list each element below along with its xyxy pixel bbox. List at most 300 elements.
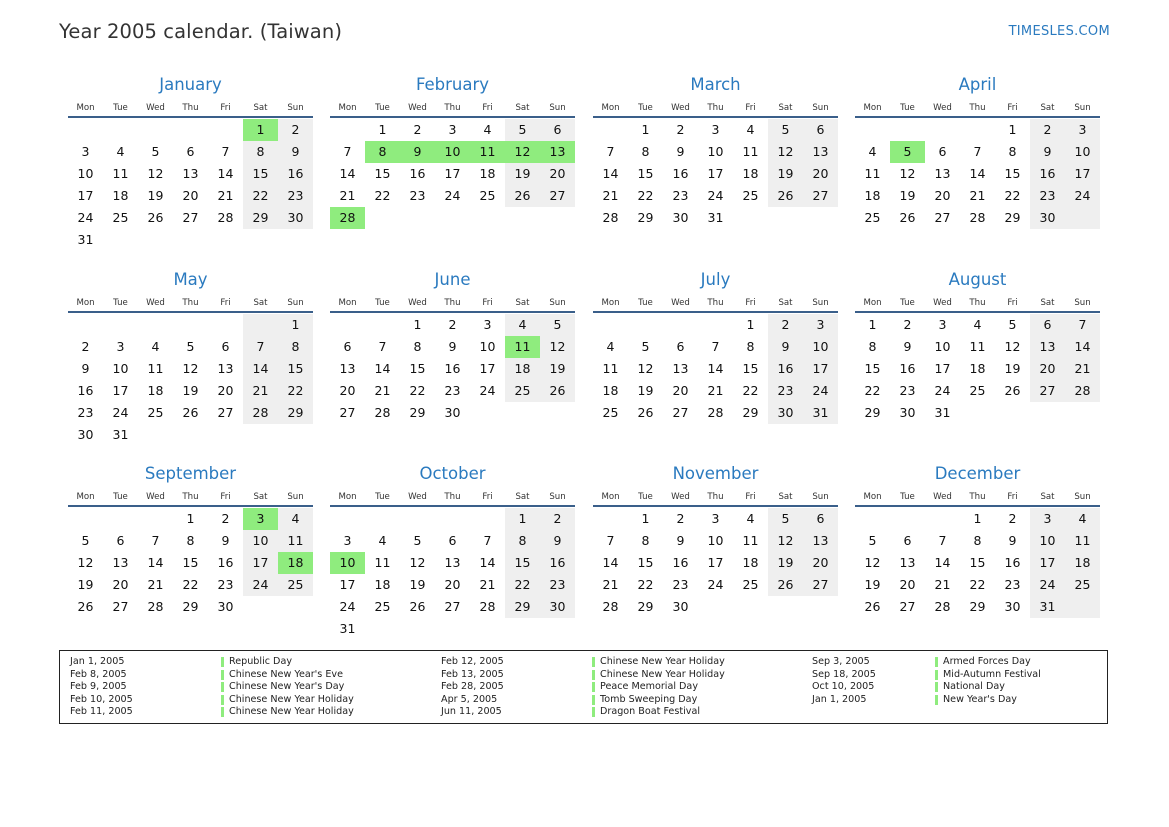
- day-cell: 29: [637, 599, 654, 614]
- header-rule: [855, 116, 1100, 118]
- day-cell: 7: [343, 144, 352, 159]
- day-cell: 1: [186, 511, 195, 526]
- day-cell: 3: [448, 122, 457, 137]
- day-cell: 5: [81, 533, 90, 548]
- day-cell: 6: [553, 122, 562, 137]
- day-cell: 20: [934, 188, 951, 203]
- day-cell: 10: [252, 533, 269, 548]
- day-cell: 20: [339, 383, 356, 398]
- day-cell: 20: [812, 166, 829, 181]
- day-cell: 6: [448, 533, 457, 548]
- day-cell: 28: [934, 599, 951, 614]
- day-cell: 26: [637, 405, 654, 420]
- weekday-label: Sun: [1074, 103, 1091, 113]
- day-cell: 11: [112, 166, 129, 181]
- weekday-label: Wed: [408, 298, 427, 308]
- day-cell: 12: [77, 555, 94, 570]
- day-cell: 16: [409, 166, 426, 181]
- day-cell: 17: [112, 383, 129, 398]
- weekday-label: Thu: [444, 103, 461, 113]
- holiday-date: Apr 5, 2005: [441, 693, 498, 705]
- day-cell: 29: [969, 599, 986, 614]
- day-cell: 5: [518, 122, 527, 137]
- day-cell: 29: [514, 599, 531, 614]
- day-cell: 11: [287, 533, 304, 548]
- day-cell: 11: [742, 533, 759, 548]
- day-cell: 17: [812, 361, 829, 376]
- day-cell: 9: [553, 533, 562, 548]
- weekday-label: Fri: [482, 492, 493, 502]
- weekday-label: Sun: [812, 298, 829, 308]
- day-cell: 20: [1039, 361, 1056, 376]
- holiday-date: Jun 11, 2005: [441, 706, 502, 718]
- holiday-day-cell: 8: [365, 141, 400, 163]
- weekday-label: Tue: [113, 492, 128, 502]
- weekday-label: Thu: [707, 492, 724, 502]
- holiday-marker: [221, 682, 224, 692]
- day-cell: 7: [938, 533, 947, 548]
- weekday-label: Mon: [76, 492, 95, 502]
- weekday-label: Tue: [113, 103, 128, 113]
- day-cell: 14: [374, 361, 391, 376]
- weekday-label: Fri: [220, 103, 231, 113]
- weekday-label: Thu: [969, 298, 986, 308]
- day-cell: 24: [707, 577, 724, 592]
- weekday-label: Mon: [76, 298, 95, 308]
- weekday-label: Sun: [1074, 492, 1091, 502]
- day-cell: 8: [1008, 144, 1017, 159]
- day-cell: 9: [781, 339, 790, 354]
- day-cell: 31: [112, 427, 129, 442]
- holiday-date: Sep 18, 2005: [812, 668, 876, 680]
- day-cell: 21: [934, 577, 951, 592]
- day-cell: 6: [816, 511, 825, 526]
- holiday-marker: [221, 670, 224, 680]
- day-cell: 17: [444, 166, 461, 181]
- day-cell: 3: [816, 317, 825, 332]
- holiday-day-cell: 9: [400, 141, 435, 163]
- day-cell: 28: [707, 405, 724, 420]
- day-cell: 1: [518, 511, 527, 526]
- weekday-label: Tue: [638, 298, 653, 308]
- holiday-marker: [935, 657, 938, 667]
- day-cell: 21: [147, 577, 164, 592]
- day-cell: 18: [969, 361, 986, 376]
- holiday-day-cell: 10: [330, 552, 365, 574]
- day-cell: 25: [374, 599, 391, 614]
- holiday-name: Chinese New Year Holiday: [600, 656, 725, 667]
- day-cell: 21: [602, 188, 619, 203]
- day-cell: 13: [812, 533, 829, 548]
- day-cell: 29: [252, 210, 269, 225]
- weekday-label: Fri: [745, 103, 756, 113]
- day-cell: 7: [711, 339, 720, 354]
- weekday-label: Tue: [900, 298, 915, 308]
- weekday-label: Tue: [900, 492, 915, 502]
- day-cell: 7: [973, 144, 982, 159]
- weekday-label: Wed: [671, 298, 690, 308]
- weekday-label: Fri: [220, 492, 231, 502]
- day-cell: 4: [518, 317, 527, 332]
- day-cell: 14: [1074, 339, 1091, 354]
- holiday-marker: [592, 657, 595, 667]
- day-cell: 28: [1074, 383, 1091, 398]
- weekday-label: Mon: [338, 298, 357, 308]
- day-cell: 10: [812, 339, 829, 354]
- day-cell: 9: [1043, 144, 1052, 159]
- day-cell: 27: [217, 405, 234, 420]
- day-cell: 7: [1078, 317, 1087, 332]
- weekday-label: Mon: [601, 298, 620, 308]
- day-cell: 24: [112, 405, 129, 420]
- day-cell: 11: [602, 361, 619, 376]
- month-name: February: [415, 75, 490, 94]
- day-cell: 2: [413, 122, 422, 137]
- weekday-label: Fri: [482, 103, 493, 113]
- day-cell: 6: [186, 144, 195, 159]
- holiday-name: Dragon Boat Festival: [600, 706, 700, 718]
- day-cell: 24: [252, 577, 269, 592]
- weekday-label: Sat: [253, 298, 268, 308]
- day-cell: 22: [742, 383, 759, 398]
- day-cell: 1: [641, 122, 650, 137]
- page-title: Year 2005 calendar. (Taiwan): [59, 20, 343, 43]
- month-name: September: [144, 464, 237, 483]
- day-cell: 5: [1008, 317, 1017, 332]
- day-cell: 7: [221, 144, 230, 159]
- day-cell: 3: [81, 144, 90, 159]
- day-cell: 5: [641, 339, 650, 354]
- day-cell: 14: [969, 166, 986, 181]
- weekday-label: Thu: [444, 298, 461, 308]
- day-cell: 18: [602, 383, 619, 398]
- day-cell: 19: [864, 577, 881, 592]
- day-cell: 18: [1074, 555, 1091, 570]
- holiday-name: New Year's Day: [943, 693, 1017, 705]
- day-cell: 30: [672, 210, 689, 225]
- day-cell: 13: [112, 555, 129, 570]
- day-cell: 27: [444, 599, 461, 614]
- holiday-day-cell: 11: [470, 141, 505, 163]
- day-cell: 7: [151, 533, 160, 548]
- day-cell: 31: [339, 621, 356, 636]
- day-cell: 25: [1074, 577, 1091, 592]
- day-cell: 3: [1043, 511, 1052, 526]
- day-cell: 27: [899, 599, 916, 614]
- day-cell: 8: [641, 144, 650, 159]
- day-cell: 8: [186, 533, 195, 548]
- day-cell: 18: [514, 361, 531, 376]
- day-cell: 4: [378, 533, 387, 548]
- day-cell: 30: [899, 405, 916, 420]
- day-cell: 5: [151, 144, 160, 159]
- month-name: November: [672, 464, 759, 483]
- holiday-name: Mid-Autumn Festival: [943, 668, 1041, 680]
- day-cell: 26: [77, 599, 94, 614]
- day-cell: 21: [252, 383, 269, 398]
- day-cell: 27: [672, 405, 689, 420]
- weekday-label: Sun: [812, 492, 829, 502]
- day-cell: 22: [374, 188, 391, 203]
- day-cell: 30: [217, 599, 234, 614]
- holiday-date: Oct 10, 2005: [812, 681, 875, 693]
- weekday-label: Tue: [638, 492, 653, 502]
- day-cell: 26: [777, 577, 794, 592]
- day-cell: 25: [479, 188, 496, 203]
- day-cell: 9: [1008, 533, 1017, 548]
- weekday-label: Wed: [933, 103, 952, 113]
- holiday-day-cell: 11: [505, 336, 540, 358]
- holiday-marker: [935, 682, 938, 692]
- holiday-date: Feb 10, 2005: [70, 693, 133, 705]
- holiday-name: Armed Forces Day: [943, 656, 1031, 667]
- day-cell: 23: [1039, 188, 1056, 203]
- day-cell: 14: [602, 166, 619, 181]
- month-name: October: [419, 464, 486, 483]
- day-cell: 14: [217, 166, 234, 181]
- day-cell: 16: [1004, 555, 1021, 570]
- day-cell: 25: [864, 210, 881, 225]
- day-cell: 26: [409, 599, 426, 614]
- day-cell: 5: [186, 339, 195, 354]
- day-cell: 19: [147, 188, 164, 203]
- day-cell: 24: [77, 210, 94, 225]
- day-cell: 8: [746, 339, 755, 354]
- day-cell: 10: [1074, 144, 1091, 159]
- day-cell: 19: [77, 577, 94, 592]
- day-cell: 22: [409, 383, 426, 398]
- day-cell: 8: [641, 533, 650, 548]
- day-cell: 26: [777, 188, 794, 203]
- day-cell: 22: [637, 188, 654, 203]
- weekday-label: Tue: [375, 298, 390, 308]
- month-name: January: [159, 75, 222, 94]
- holiday-day-cell: 18: [278, 552, 313, 574]
- day-cell: 29: [287, 405, 304, 420]
- day-cell: 15: [514, 555, 531, 570]
- day-cell: 17: [707, 555, 724, 570]
- day-cell: 24: [934, 383, 951, 398]
- day-cell: 3: [1078, 122, 1087, 137]
- day-cell: 1: [868, 317, 877, 332]
- site-link[interactable]: TIMESLES.COM: [1008, 24, 1110, 39]
- day-cell: 5: [553, 317, 562, 332]
- holiday-marker: [935, 695, 938, 705]
- weekday-label: Thu: [707, 298, 724, 308]
- day-cell: 31: [707, 210, 724, 225]
- day-cell: 19: [777, 166, 794, 181]
- day-cell: 2: [291, 122, 300, 137]
- day-cell: 23: [217, 577, 234, 592]
- day-cell: 29: [742, 405, 759, 420]
- day-cell: 18: [864, 188, 881, 203]
- header-rule: [68, 116, 313, 118]
- holiday-name: Chinese New Year's Day: [229, 681, 345, 693]
- day-cell: 28: [479, 599, 496, 614]
- day-cell: 5: [781, 122, 790, 137]
- day-cell: 26: [514, 188, 531, 203]
- weekday-label: Thu: [182, 103, 199, 113]
- holiday-name: Republic Day: [229, 656, 292, 667]
- day-cell: 1: [746, 317, 755, 332]
- holiday-marker: [592, 682, 595, 692]
- weekday-label: Sun: [287, 492, 304, 502]
- holiday-marker: [592, 695, 595, 705]
- day-cell: 16: [287, 166, 304, 181]
- day-cell: 14: [339, 166, 356, 181]
- day-cell: 12: [864, 555, 881, 570]
- day-cell: 11: [374, 555, 391, 570]
- day-cell: 4: [606, 339, 615, 354]
- day-cell: 26: [549, 383, 566, 398]
- day-cell: 27: [339, 405, 356, 420]
- day-cell: 24: [812, 383, 829, 398]
- holiday-day-cell: 3: [243, 508, 278, 530]
- day-cell: 25: [742, 577, 759, 592]
- weekday-label: Thu: [969, 492, 986, 502]
- day-cell: 29: [1004, 210, 1021, 225]
- day-cell: 12: [549, 339, 566, 354]
- day-cell: 25: [112, 210, 129, 225]
- day-cell: 20: [444, 577, 461, 592]
- day-cell: 27: [549, 188, 566, 203]
- weekday-label: Mon: [601, 103, 620, 113]
- day-cell: 18: [147, 383, 164, 398]
- weekday-label: Tue: [375, 103, 390, 113]
- day-cell: 9: [448, 339, 457, 354]
- day-cell: 1: [1008, 122, 1017, 137]
- day-cell: 27: [812, 577, 829, 592]
- holiday-day-cell: 5: [890, 141, 925, 163]
- weekday-label: Wed: [671, 103, 690, 113]
- day-cell: 26: [147, 210, 164, 225]
- day-cell: 15: [742, 361, 759, 376]
- day-cell: 13: [339, 361, 356, 376]
- holiday-date: Feb 8, 2005: [70, 668, 127, 680]
- month-name: March: [690, 75, 741, 94]
- weekday-label: Mon: [601, 492, 620, 502]
- day-cell: 15: [182, 555, 199, 570]
- day-cell: 2: [448, 317, 457, 332]
- day-cell: 13: [672, 361, 689, 376]
- day-cell: 4: [746, 511, 755, 526]
- day-cell: 18: [742, 166, 759, 181]
- day-cell: 19: [777, 555, 794, 570]
- weekday-label: Sat: [253, 103, 268, 113]
- day-cell: 13: [217, 361, 234, 376]
- day-cell: 11: [147, 361, 164, 376]
- day-cell: 22: [514, 577, 531, 592]
- weekday-label: Wed: [146, 103, 165, 113]
- day-cell: 28: [147, 599, 164, 614]
- day-cell: 21: [374, 383, 391, 398]
- weekday-label: Tue: [900, 103, 915, 113]
- weekday-label: Sun: [287, 103, 304, 113]
- day-cell: 27: [182, 210, 199, 225]
- weekday-label: Thu: [182, 492, 199, 502]
- weekday-label: Mon: [863, 103, 882, 113]
- day-cell: 30: [777, 405, 794, 420]
- day-cell: 15: [1004, 166, 1021, 181]
- day-cell: 4: [116, 144, 125, 159]
- weekday-label: Wed: [146, 492, 165, 502]
- day-cell: 14: [602, 555, 619, 570]
- day-cell: 9: [676, 144, 685, 159]
- day-cell: 1: [378, 122, 387, 137]
- day-cell: 28: [374, 405, 391, 420]
- day-cell: 26: [864, 599, 881, 614]
- day-cell: 29: [182, 599, 199, 614]
- day-cell: 8: [868, 339, 877, 354]
- day-cell: 17: [77, 188, 94, 203]
- day-cell: 27: [1039, 383, 1056, 398]
- day-cell: 4: [973, 317, 982, 332]
- header-rule: [330, 311, 575, 313]
- weekday-label: Wed: [671, 492, 690, 502]
- day-cell: 8: [291, 339, 300, 354]
- weekday-label: Mon: [76, 103, 95, 113]
- day-cell: 12: [409, 555, 426, 570]
- day-cell: 13: [444, 555, 461, 570]
- holiday-marker: [592, 670, 595, 680]
- day-cell: 23: [672, 577, 689, 592]
- weekday-label: Sun: [1074, 298, 1091, 308]
- day-cell: 12: [637, 361, 654, 376]
- month-name: May: [173, 270, 208, 289]
- weekday-label: Mon: [863, 298, 882, 308]
- day-cell: 6: [116, 533, 125, 548]
- day-cell: 14: [252, 361, 269, 376]
- weekday-label: Sat: [515, 298, 530, 308]
- day-cell: 25: [147, 405, 164, 420]
- day-cell: 22: [252, 188, 269, 203]
- day-cell: 23: [899, 383, 916, 398]
- day-cell: 4: [868, 144, 877, 159]
- holiday-date: Jan 1, 2005: [812, 693, 867, 705]
- day-cell: 16: [899, 361, 916, 376]
- day-cell: 26: [899, 210, 916, 225]
- month-name: August: [948, 270, 1007, 289]
- day-cell: 16: [77, 383, 94, 398]
- header-rule: [593, 311, 838, 313]
- weekday-label: Thu: [969, 103, 986, 113]
- day-cell: 23: [549, 577, 566, 592]
- day-cell: 18: [374, 577, 391, 592]
- day-cell: 19: [514, 166, 531, 181]
- day-cell: 2: [1043, 122, 1052, 137]
- day-cell: 15: [287, 361, 304, 376]
- weekday-label: Sat: [778, 492, 793, 502]
- day-cell: 19: [1004, 361, 1021, 376]
- day-cell: 24: [707, 188, 724, 203]
- day-cell: 6: [1043, 317, 1052, 332]
- day-cell: 20: [672, 383, 689, 398]
- day-cell: 9: [221, 533, 230, 548]
- day-cell: 17: [934, 361, 951, 376]
- day-cell: 6: [903, 533, 912, 548]
- day-cell: 8: [518, 533, 527, 548]
- month-name: April: [958, 75, 997, 94]
- day-cell: 23: [444, 383, 461, 398]
- weekday-label: Fri: [482, 298, 493, 308]
- day-cell: 28: [252, 405, 269, 420]
- day-cell: 27: [934, 210, 951, 225]
- holiday-day-cell: 13: [540, 141, 575, 163]
- day-cell: 25: [742, 188, 759, 203]
- holiday-marker: [592, 707, 595, 717]
- day-cell: 23: [287, 188, 304, 203]
- day-cell: 18: [479, 166, 496, 181]
